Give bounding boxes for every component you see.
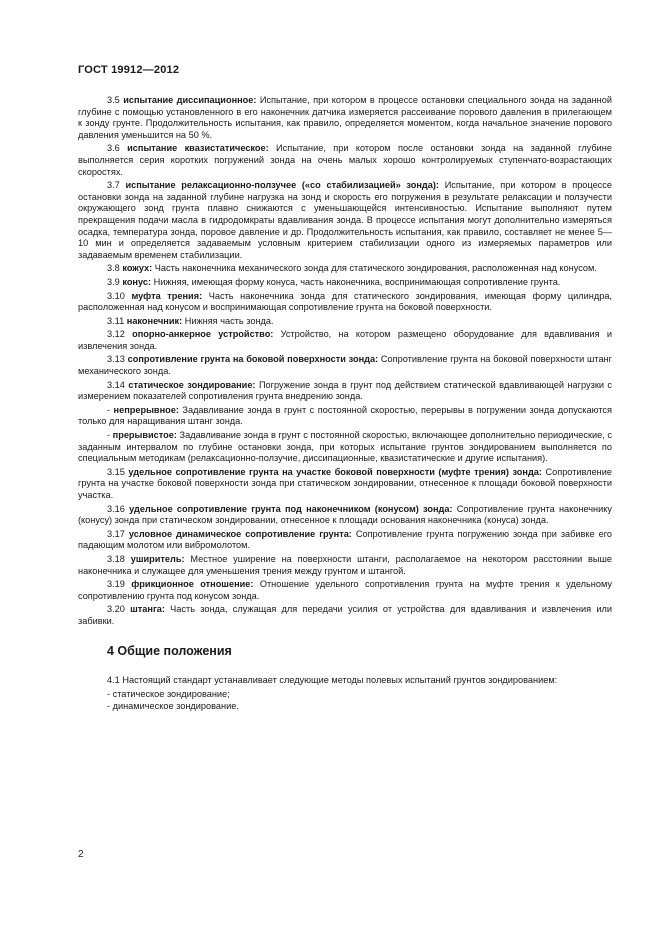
definition-term: наконечник: [126, 315, 183, 326]
definition-term: кожух: [122, 263, 153, 274]
definition-paragraph [78, 529, 612, 552]
definition-term: статическое зондирование: [128, 379, 256, 390]
definition-paragraph [78, 405, 612, 428]
definition-term: уширитель: [130, 553, 185, 564]
definition-text: Сопротивление грунта наконечнику (конусу) зонда при статическом зондировании, отнесенное к площади основания наконечника (конуса) зонда. [78, 503, 612, 526]
definition-text: Испытание, при котором в процессе остановки зонда на заданной глубине нагрузка на зонд и скорость его погружения в результате релаксации и ползучести окружающего зонд грунта плавно снижаются с уменьшающейся интенсивностью. Испытание выполняют путем прекращения подачи масла в гидродомкраты вдавливания зонда. В процессе испытания могут дополнительно измеряться осадка, температура зонда, поровое давление и др. Продолжительность испытания, как правило, составляет не менее 5—10 мин и определяется задаваемым условным критерием стабилизации одного из измеряемых параметров или задаваемым временем стабилизации. [78, 180, 612, 260]
section-heading: 4 Общие положения [107, 643, 232, 658]
definition-number: 3.9 [107, 276, 120, 287]
definition-number: 3.6 [107, 143, 120, 154]
definition-paragraph [78, 604, 612, 627]
definition-paragraph [78, 180, 612, 261]
definition-number: 3.11 [107, 315, 125, 326]
definition-term: испытание релаксационно-ползучее («со стабилизацией» зонда): [125, 180, 439, 191]
definition-number: 3.19 [107, 579, 125, 590]
definition-number: 3.5 [107, 95, 120, 105]
definition-text: Сопротивление грунта на участке боковой поверхности зонда при статическом зондировании, отнесенное к площади боковой поверхности участка. [78, 466, 613, 500]
definition-term: условное динамическое сопротивление грунта: [128, 528, 352, 539]
definition-term: удельное сопротивление грунта под наконечником (конусом) зонда: [129, 503, 453, 514]
section-paragraph: 4.1 Настоящий стандарт устанавливает следующие методы полевых испытаний грунтов зондированием: [107, 675, 558, 686]
definition-number: 3.8 [107, 263, 120, 274]
definition-term: муфта трения: [131, 290, 203, 301]
definition-paragraph [78, 277, 612, 289]
list-item: - статическое зондирование; [107, 688, 230, 699]
definition-text: Нижняя часть зонда. [184, 315, 274, 326]
definition-paragraph [78, 380, 612, 403]
definition-term: фрикционное отношение: [131, 579, 254, 590]
definition-paragraph [78, 95, 612, 141]
definition-text: Сопротивление грунта на боковой поверхности штанг механического зонда. [78, 354, 612, 377]
definition-term: испытание квазистатическое: [127, 143, 269, 154]
definition-term: испытание диссипационное: [123, 95, 257, 105]
definition-number: 3.15 [107, 466, 125, 477]
definition-text: Погружение зонда в грунт под действием статической вдавливающей нагрузки с измерением показателей сопротивления грунта внедрению зонда. [78, 379, 612, 402]
definition-number: 3.16 [107, 503, 125, 514]
definitions-list [78, 95, 612, 628]
definition-number: 3.13 [107, 354, 125, 365]
definition-number: 3.7 [107, 180, 120, 191]
definition-paragraph [78, 291, 612, 314]
definition-paragraph [78, 579, 612, 602]
page-number: 2 [78, 849, 84, 860]
definition-term: удельное сопротивление грунта на участке боковой поверхности (муфте трения) зонда: [128, 466, 542, 477]
definition-text: Нижняя, имеющая форму конуса, часть наконечника, воспринимающая сопротивление грунта. [153, 276, 561, 287]
definition-text: Местное уширение на поверхности штанги, располагаемое на некотором расстоянии выше наконечника и служащее для уменьшения трения между грунтом и штангой. [78, 553, 613, 576]
definition-number: 3.10 [107, 290, 125, 301]
definition-term: конус: [122, 276, 152, 287]
definition-term: штанга: [130, 604, 165, 615]
definition-text: Часть зонда, служащая для передачи усилия от устройства для вдавливания и извлечения или забивки. [78, 604, 612, 626]
definition-paragraph [78, 554, 612, 577]
definition-paragraph [78, 143, 612, 178]
definition-paragraph [78, 354, 612, 377]
definition-paragraph [78, 467, 612, 502]
definition-number: 3.12 [107, 329, 125, 340]
definition-paragraph [78, 504, 612, 527]
definition-number: - [107, 404, 114, 415]
definition-number: 3.17 [107, 528, 125, 539]
definition-number: 3.18 [107, 553, 125, 564]
definition-paragraph [78, 329, 612, 352]
definition-text: Испытание, при котором после остановки зонда на заданной глубине выполняется серия коротких погружений зонда на очень малых хорошо контролируемых ступенчато-возрастающих скоростях. [78, 143, 612, 177]
document-body [78, 95, 612, 714]
definition-text: Сопротивление грунта погружению зонда при забивке его падающим молотом или вибромолотом. [78, 528, 612, 551]
definition-text: Задавливание зонда в грунт с постоянной скоростью, перерывы в погружении зонда допускаются только для наращивания штанг зонда. [78, 404, 612, 427]
list-item: - динамическое зондирование. [107, 701, 239, 712]
definition-text: Отношение удельного сопротивления грунта на муфте трения к удельному сопротивлению грунта под конусом зонда. [78, 579, 612, 601]
definition-term: сопротивление грунта на боковой поверхности зонда: [127, 354, 379, 365]
definition-text: Испытание, при котором в процессе остановки специального зонда на заданной глубине с помощью установленного в его наконечник датчика измеряется рассеивание порового давления в прилегающем к зонду грунте. Продолжительность испытания, как правило, определяется моментом, когда начальное значение порового давления уменьшится на 50 %. [78, 95, 612, 140]
definition-term: опорно-анкерное устройство: [132, 329, 274, 340]
definition-paragraph [78, 316, 612, 328]
definition-number: 3.14 [107, 379, 125, 390]
definition-number: 3.20 [107, 604, 125, 615]
definition-paragraph [78, 263, 612, 275]
standard-header: ГОСТ 19912—2012 [78, 64, 180, 76]
definition-term: прерывистое: [112, 430, 177, 441]
definition-text: Устройство, на котором размещено оборудование для вдавливания и извлечения зонда. [78, 329, 612, 351]
definition-paragraph [78, 430, 612, 465]
definition-text: Часть наконечника механического зонда для статического зондирования, расположенная над конусом. [154, 263, 597, 274]
definition-term: непрерывное: [113, 404, 179, 415]
definition-text: Задавливание зонда в грунт с постоянной скоростью, включающее дополнительно периодические, с заданным интервалом по глубине остановки зонда, при которых испытание грунтов зондированием выполняется по специальным методикам (релаксационно-ползучие, диссипационные, квазистатические и другие испытания). [78, 430, 612, 464]
definition-number: - [107, 430, 113, 441]
definition-text: Часть наконечника зонда для статического зондирования, имеющая форму цилиндра, расположенная над конусом и воспринимающая сопротивление грунта на боковой поверхности. [78, 290, 612, 313]
